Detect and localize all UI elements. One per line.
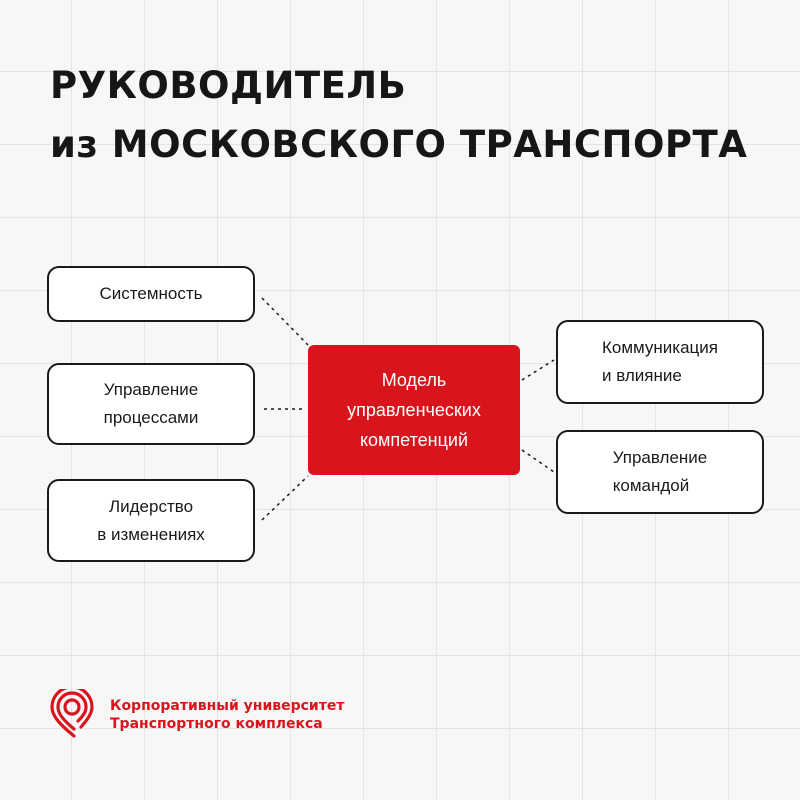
center-competency-model (308, 345, 520, 475)
node-process-management-label: Управление процессами (103, 380, 199, 427)
node-communication-label: Коммуникация и влияние (601, 338, 718, 385)
footer-org-name (110, 697, 344, 733)
node-change-leadership (47, 479, 255, 562)
footer-line-2: Транспортного комплекса (110, 716, 323, 732)
node-team-management (556, 430, 764, 514)
center-label: Модель управленческих компетенций (347, 370, 481, 450)
footer (48, 689, 344, 741)
connector-team (522, 450, 554, 472)
node-process-management (47, 363, 255, 445)
title-line-1: РУКОВОДИТЕЛЬ (50, 64, 407, 107)
title-line-2: из МОСКОВСКОГО ТРАНСПОРТА (50, 123, 748, 166)
node-sistemnost-label: Системность (99, 284, 203, 303)
connector-communication (522, 360, 554, 380)
node-change-leadership-label: Лидерство в изменениях (97, 496, 205, 544)
university-logo-icon (48, 689, 100, 741)
node-sistemnost (47, 266, 255, 322)
node-team-management-label: Управление командой (612, 448, 708, 495)
connector-sistemnost (262, 298, 308, 345)
connector-leadership (262, 476, 308, 520)
footer-line-1: Корпоративный университет (110, 698, 345, 714)
node-communication (556, 320, 764, 404)
